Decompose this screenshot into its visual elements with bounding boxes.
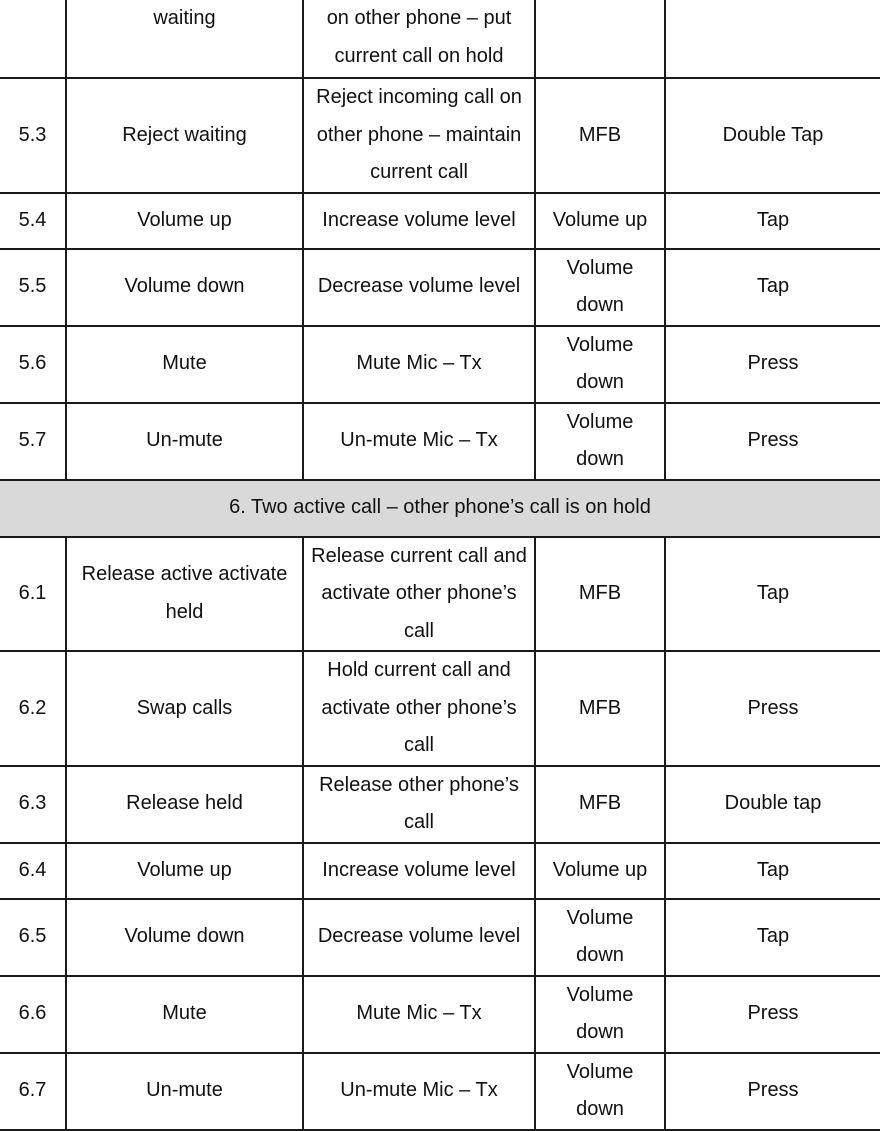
function-cell: Mute xyxy=(66,326,303,403)
table-row xyxy=(0,326,880,403)
row-id-cell: 6.3 xyxy=(0,766,66,843)
table-row xyxy=(0,843,880,899)
row-id-cell xyxy=(0,0,66,78)
action-cell: Press xyxy=(665,1053,880,1130)
function-cell: Swap calls xyxy=(66,651,303,766)
table-row xyxy=(0,403,880,480)
button-cell: Volume down xyxy=(535,403,665,480)
action-cell: Press xyxy=(665,403,880,480)
action-cell: Double Tap xyxy=(665,78,880,193)
description-cell: Increase volume level xyxy=(303,193,535,249)
description-cell: Mute Mic – Tx xyxy=(303,326,535,403)
row-id-cell: 5.6 xyxy=(0,326,66,403)
action-cell: Press xyxy=(665,651,880,766)
action-cell: Double tap xyxy=(665,766,880,843)
action-cell: Tap xyxy=(665,537,880,652)
function-cell: Release held xyxy=(66,766,303,843)
description-cell: on other phone – put current call on hold xyxy=(303,0,535,78)
button-cell: MFB xyxy=(535,537,665,652)
button-cell: Volume down xyxy=(535,249,665,326)
function-cell: Volume down xyxy=(66,899,303,976)
function-cell: Un-mute xyxy=(66,1053,303,1130)
function-cell: Un-mute xyxy=(66,403,303,480)
row-id-cell: 6.2 xyxy=(0,651,66,766)
description-cell: Release current call and activate other phone’s call xyxy=(303,537,535,652)
table-row xyxy=(0,766,880,843)
section-header-row xyxy=(0,480,880,537)
action-cell: Tap xyxy=(665,193,880,249)
table-row xyxy=(0,899,880,976)
row-id-cell: 5.7 xyxy=(0,403,66,480)
button-cell: Volume down xyxy=(535,326,665,403)
description-cell: Un-mute Mic – Tx xyxy=(303,1053,535,1130)
section-title: 6. Two active call – other phone’s call is on hold xyxy=(0,480,880,537)
function-cell: Mute xyxy=(66,976,303,1053)
table-row xyxy=(0,651,880,766)
button-cell: Volume down xyxy=(535,1053,665,1130)
row-id-cell: 5.3 xyxy=(0,78,66,193)
button-cell: Volume down xyxy=(535,899,665,976)
description-cell: Increase volume level xyxy=(303,843,535,899)
button-cell: MFB xyxy=(535,766,665,843)
button-cell xyxy=(535,0,665,78)
table-row xyxy=(0,193,880,249)
description-cell: Un-mute Mic – Tx xyxy=(303,403,535,480)
table-row xyxy=(0,78,880,193)
function-cell: Volume down xyxy=(66,249,303,326)
function-cell: Reject waiting xyxy=(66,78,303,193)
button-cell: MFB xyxy=(535,651,665,766)
action-cell: Press xyxy=(665,976,880,1053)
function-cell: Release active activate held xyxy=(66,537,303,652)
function-cell: waiting xyxy=(66,0,303,78)
button-cell: Volume up xyxy=(535,843,665,899)
table-row xyxy=(0,976,880,1053)
table-row xyxy=(0,0,880,78)
row-id-cell: 5.5 xyxy=(0,249,66,326)
function-cell: Volume up xyxy=(66,843,303,899)
action-cell: Press xyxy=(665,326,880,403)
description-cell: Reject incoming call on other phone – maintain current call xyxy=(303,78,535,193)
function-cell: Volume up xyxy=(66,193,303,249)
action-cell: Tap xyxy=(665,899,880,976)
row-id-cell: 6.1 xyxy=(0,537,66,652)
row-id-cell: 6.7 xyxy=(0,1053,66,1130)
description-cell: Decrease volume level xyxy=(303,899,535,976)
table-row xyxy=(0,537,880,652)
table-row xyxy=(0,249,880,326)
button-cell: Volume up xyxy=(535,193,665,249)
description-cell: Release other phone’s call xyxy=(303,766,535,843)
row-id-cell: 6.6 xyxy=(0,976,66,1053)
action-cell: Tap xyxy=(665,249,880,326)
button-cell: Volume down xyxy=(535,976,665,1053)
button-cell: MFB xyxy=(535,78,665,193)
row-id-cell: 6.5 xyxy=(0,899,66,976)
description-cell: Mute Mic – Tx xyxy=(303,976,535,1053)
action-cell: Tap xyxy=(665,843,880,899)
row-id-cell: 6.4 xyxy=(0,843,66,899)
row-id-cell: 5.4 xyxy=(0,193,66,249)
description-cell: Hold current call and activate other phone’s call xyxy=(303,651,535,766)
action-cell xyxy=(665,0,880,78)
description-cell: Decrease volume level xyxy=(303,249,535,326)
table-row xyxy=(0,1053,880,1130)
